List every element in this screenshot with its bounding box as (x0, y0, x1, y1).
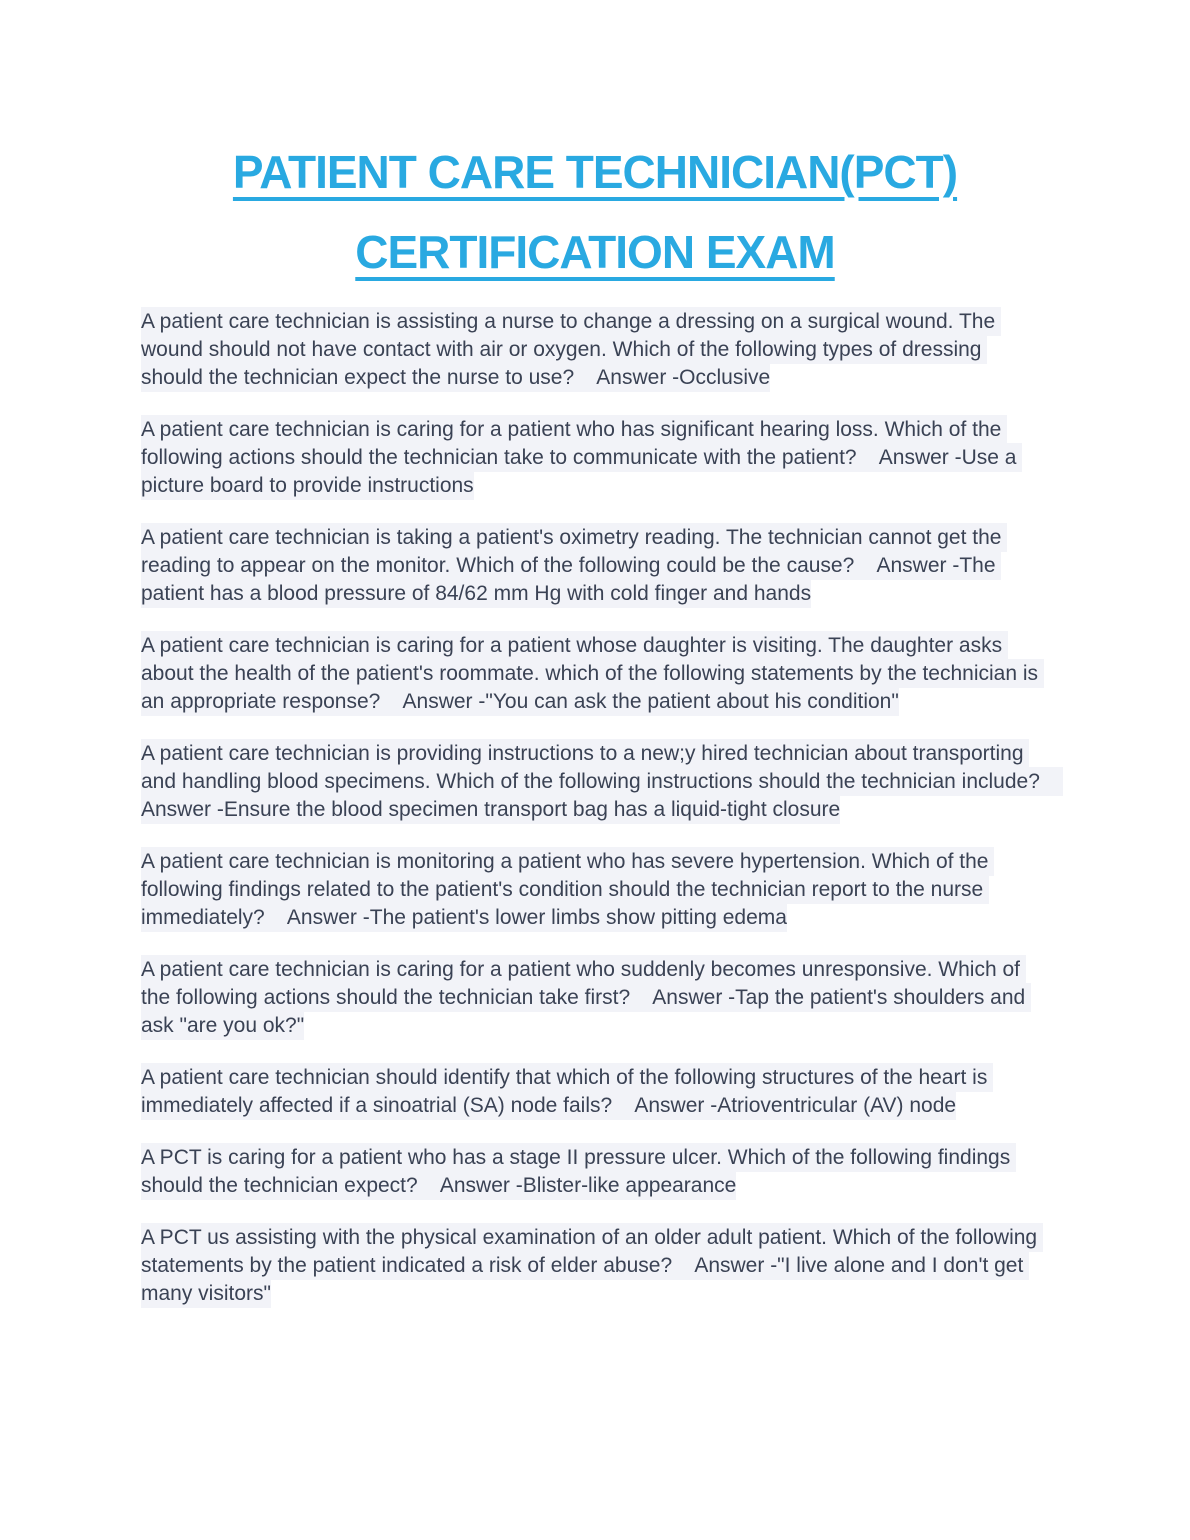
qa-text: A patient care technician is taking a patient's oximetry reading. The technician cannot get the reading to appear on the monitor. Which of the following could be the cause? Answer -The patient has a blood pressure of 84/62 mm Hg with cold finger and hands (141, 523, 1007, 608)
qa-text: A patient care technician is caring for a patient whose daughter is visiting. The daughter asks about the health of the patient's roommate. which of the following statements by the technician is an appropriate response? Answer -"You can ask the patient about his condition" (141, 631, 1044, 716)
qa-paragraph (141, 1144, 1049, 1200)
title-line-2: CERTIFICATION EXAM (355, 226, 835, 278)
title-line-1: PATIENT CARE TECHNICIAN(PCT) (232, 146, 958, 198)
qa-paragraph (141, 524, 1049, 608)
qa-text: A patient care technician is caring for a patient who suddenly becomes unresponsive. Which of the following actions should the technician take first? Answer -Tap the patient's shoulders and ask "are you ok?" (141, 955, 1031, 1040)
qa-text: A PCT us assisting with the physical examination of an older adult patient. Which of the following statements by the patient indicated a risk of elder abuse? Answer -"I live alone and I don't get many visitors" (141, 1223, 1043, 1308)
qa-paragraph (141, 740, 1064, 824)
qa-list (141, 308, 1064, 1308)
qa-paragraph (141, 308, 1049, 392)
qa-paragraph (141, 416, 1049, 500)
qa-paragraph (141, 1224, 1049, 1308)
qa-paragraph (141, 1064, 1049, 1120)
qa-text: A patient care technician is providing instructions to a new;y hired technician about transporting and handling blood specimens. Which of the following instructions should the technician include? Answer -Ensure the blood specimen transport bag has a liquid-tight closure (141, 739, 1063, 824)
qa-paragraph (141, 956, 1049, 1040)
qa-text: A patient care technician is caring for a patient who has significant hearing loss. Which of the following actions should the technician take to communicate with the patient? Answer -Use a picture board to provide instructions (141, 415, 1022, 500)
qa-text: A PCT is caring for a patient who has a stage II pressure ulcer. Which of the following findings should the technician expect? Answer -Blister-like appearance (141, 1143, 1016, 1200)
qa-paragraph (141, 848, 1049, 932)
qa-text: A patient care technician is assisting a nurse to change a dressing on a surgical wound. The wound should not have contact with air or oxygen. Which of the following types of dressing should the technician expect the nurse to use? Answer -Occlusive (141, 307, 1001, 392)
document-title (141, 132, 1049, 292)
qa-text: A patient care technician is monitoring a patient who has severe hypertension. Which of the following findings related to the patient's condition should the technician report to the nurse immediately? Answer -The patient's lower limbs show pitting edema (141, 847, 994, 932)
qa-text: A patient care technician should identify that which of the following structures of the heart is immediately affected if a sinoatrial (SA) node fails? Answer -Atrioventricular (AV) node (141, 1063, 993, 1120)
qa-paragraph (141, 632, 1049, 716)
